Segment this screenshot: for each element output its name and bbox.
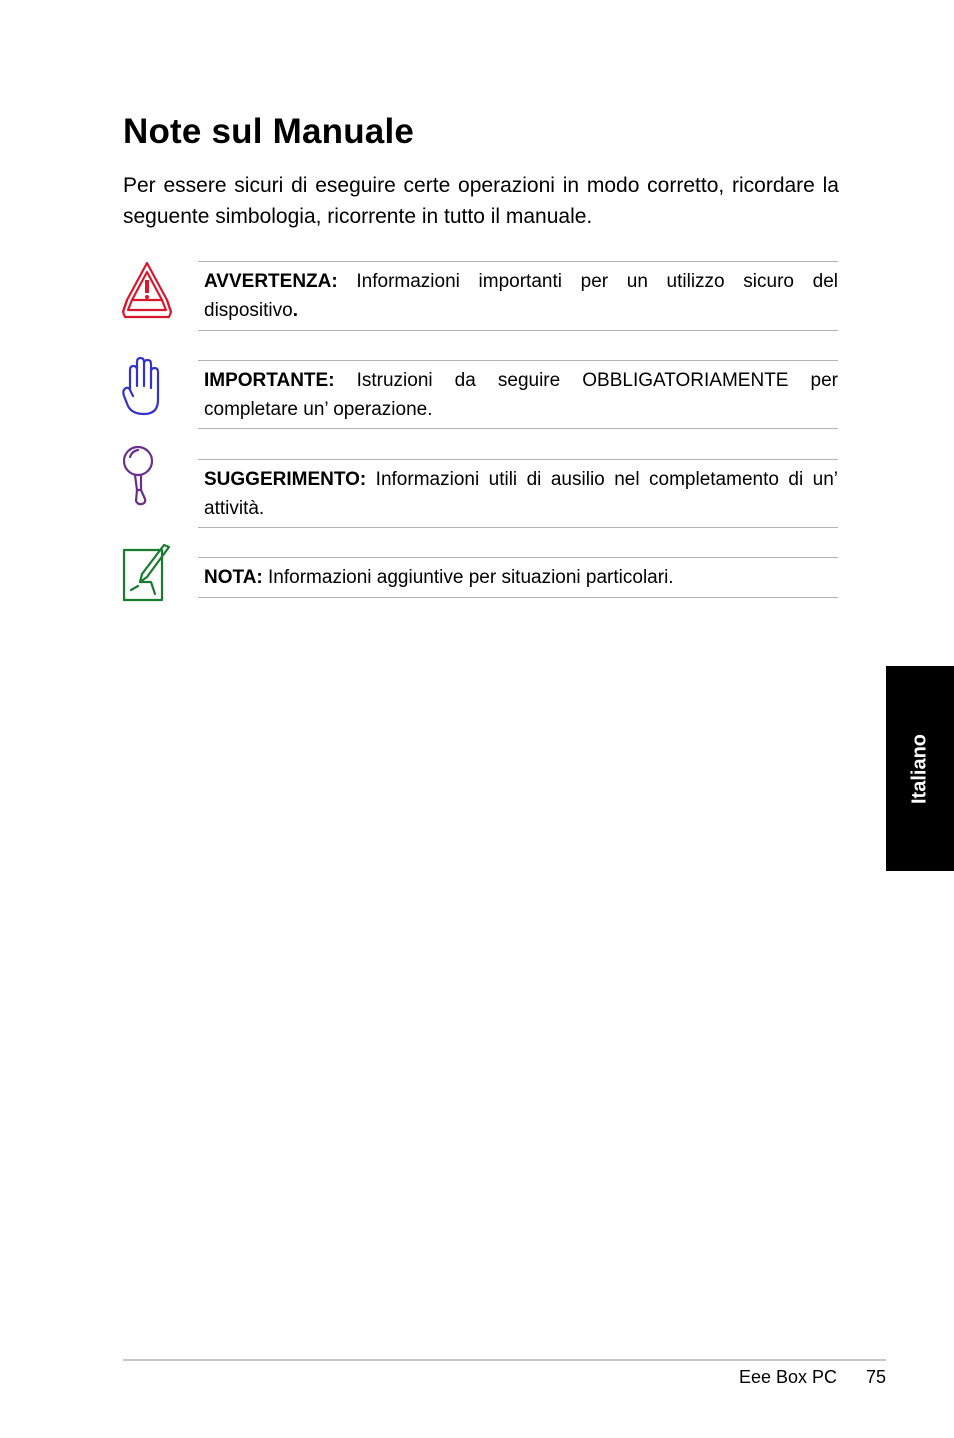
note-warning-text bbox=[204, 267, 838, 325]
footer-divider bbox=[123, 1359, 886, 1361]
note-tip bbox=[198, 459, 838, 528]
note-important-label: IMPORTANTE: bbox=[204, 370, 335, 391]
note-pencil-icon bbox=[121, 544, 171, 602]
footer-product-name: Eee Box PC bbox=[738, 1367, 837, 1387]
note-note-text bbox=[204, 563, 838, 592]
note-important-body: Istruzioni da seguire OBBLIGATORIAMENTE per completare un’ operazione. bbox=[204, 370, 838, 420]
magnifier-icon bbox=[120, 444, 160, 506]
warning-icon bbox=[121, 260, 173, 320]
intro-paragraph: Per essere sicuri di eseguire certe operazioni in modo corretto, ricordare la seguente simbologia, ricorrente in tutto il manuale. bbox=[123, 174, 839, 228]
footer-page-number: 75 bbox=[865, 1367, 886, 1387]
note-important bbox=[198, 360, 838, 429]
note-warning-label: AVVERTENZA: bbox=[204, 271, 338, 292]
note-note-body: Informazioni aggiuntive per situazioni particolari. bbox=[262, 567, 674, 588]
hand-icon bbox=[120, 356, 164, 418]
language-tab bbox=[886, 666, 954, 871]
note-note bbox=[198, 557, 838, 598]
note-tip-label: SUGGERIMENTO: bbox=[204, 469, 367, 490]
note-tip-body: Informazioni utili di ausilio nel completamento di un’ attività. bbox=[204, 469, 838, 519]
note-important-text bbox=[204, 366, 838, 424]
note-tip-text bbox=[204, 465, 838, 523]
note-warning-suffix: . bbox=[292, 300, 298, 321]
language-tab-label: Italiano bbox=[908, 733, 931, 804]
note-warning bbox=[198, 261, 838, 331]
note-warning-body: Informazioni importanti per un utilizzo sicuro del dispositivo bbox=[204, 271, 838, 321]
note-note-label: NOTA: bbox=[204, 567, 263, 588]
page-title: Note sul Manuale bbox=[123, 112, 415, 151]
